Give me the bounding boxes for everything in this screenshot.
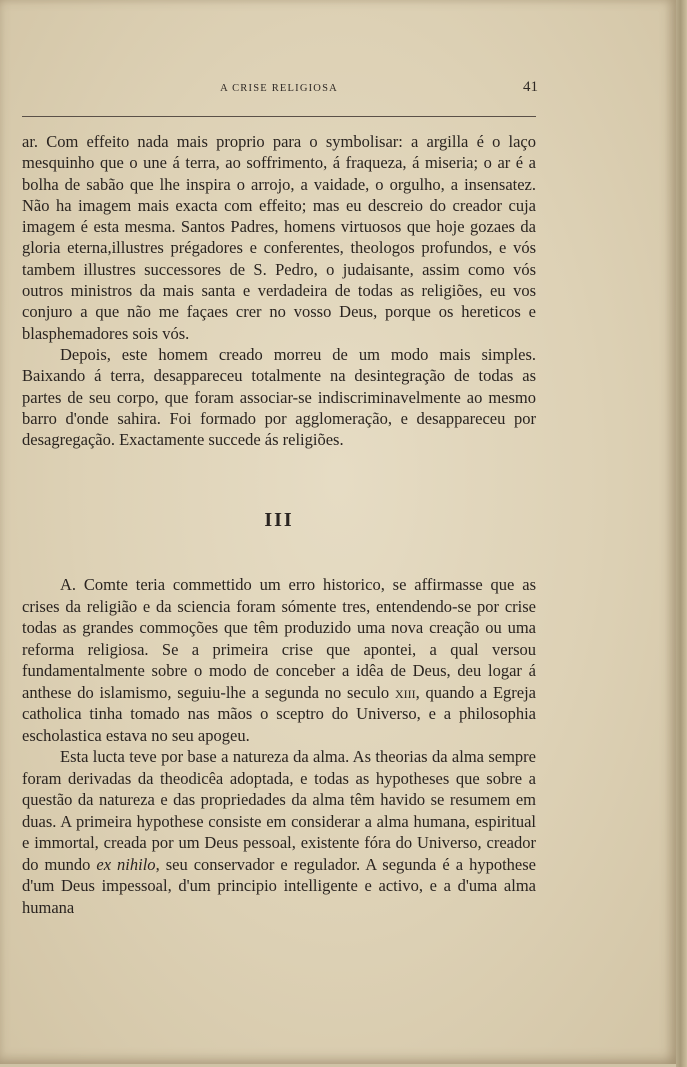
paragraph-1: ar. Com effeito nada mais proprio para o symbolisar: a argilla é o laço mesquinho que o une á terra, ao soffrimento, á fraqueza, á miseria; o ar é a bolha de sabão que lhe inspira o arrojo, a vaidade, o orgulho, a insensatez. Não ha imagem mais exacta com effeito; mas eu descreio do creador cuja imagem é esta mesma. Santos Padres, homens virtuosos que hoje gozaes da gloria eterna,illustres prégadores e conferentes, theologos profundos, e vós tambem illustres successores de S. Pedro, o judaisante, assim como vós outros ministros da mais santa e verdadeira de todas as religiões, eu vos conjuro a que não me façaes crer no vosso Deus, porque os hereticos e blasphemadores sois vós.: [22, 132, 536, 343]
running-head: A CRISE RELIGIOSA: [220, 83, 338, 94]
paragraph-3-part-a: A. Comte teria commettido um erro historico, se affirmasse que as crises da religião e da sciencia foram sómente tres, entendendo-se por crise todas as grandes commoções que têm produzido uma nova creação ou uma reforma religiosa. Se a primeira crise que apontei, a qual versou fundamentalmente sobre o modo de conceber a idêa de Deus, deu logar á anthese do islamismo, seguiu-lhe a segunda no seculo: [22, 575, 536, 702]
text-block-bottom: [22, 574, 536, 918]
paragraph-2: Depois, este homem creado morreu de um modo mais simples. Baixando á terra, desappareceu totalmente na desintegração de todas as partes de seu corpo, que foram associar-se indiscriminavelmente ao mesmo barro d'onde sahira. Foi formado por agglomeração, e desappareceu por desagregação. Exactamente succede ás religiões.: [22, 344, 536, 450]
section-heading: III: [264, 509, 294, 531]
page-header: [20, 81, 538, 101]
century-numeral: xiii: [394, 682, 416, 702]
paragraph-3-part-b: , quando a Egreja catholica tinha tomado nas mãos o sceptro do Universo, e a philosophia escholastica estava no seu apogeu.: [22, 682, 537, 745]
paragraph-4-part-a: Esta lucta teve por base a natureza da alma. As theorias da alma sempre foram derivadas da theodicêa adoptada, e todas as hypotheses que sobre a questão da natureza e das propriedades da alma têm havido se resumem em duas. A primeira hypothese consiste em considerar a alma humana, espiritual e immortal, creada por um Deus pessoal, existente fóra do Universo, creador do mundo: [22, 747, 536, 874]
text-block-top: [22, 131, 536, 450]
page-edge: [676, 0, 687, 1067]
header-rule: [22, 116, 536, 117]
paragraph-4: [22, 746, 536, 918]
paragraph-3: [22, 574, 536, 746]
paragraph-4-part-b: , seu conservador e regulador. A segunda é a hypothese d'um Deus impessoal, d'um principio intelligente e activo, e a d'uma alma humana: [22, 854, 536, 917]
page-number: 41: [523, 79, 538, 95]
latin-phrase: ex nihilo: [96, 854, 156, 874]
